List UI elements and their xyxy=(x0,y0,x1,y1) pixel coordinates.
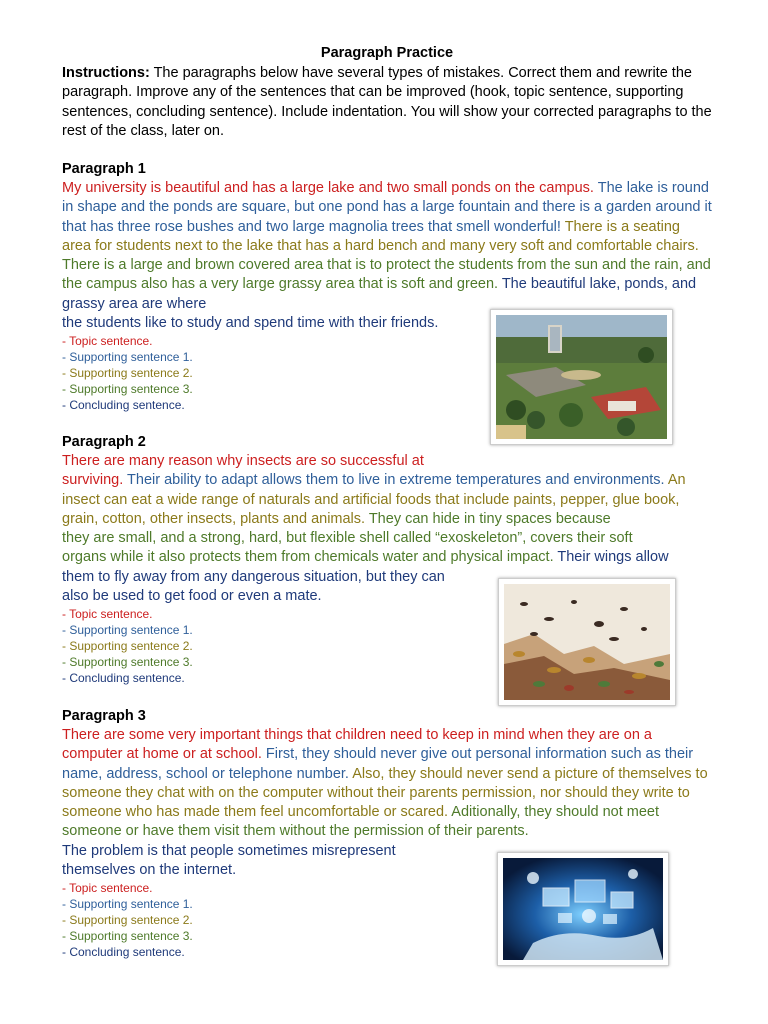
p3-concluding-sentence-a: The problem is that people sometimes misrepresent xyxy=(62,842,396,859)
p3-supporting-sentence-2: Also, they should never send a picture of themselves to someone they chat with on the computer without their parents permission, nor should they write to someone who has made them feel uncomfortable or scared. xyxy=(62,765,708,821)
label-topic: - Topic sentence. xyxy=(62,607,153,622)
p2-topic-sentence-a: There are many reason why insects are so successful at xyxy=(62,453,424,469)
p2-supporting-sentence-1: Their ability to adapt allows them to live in extreme temperatures and environments. xyxy=(123,472,665,489)
page-header xyxy=(62,44,712,141)
p1-supporting-sentence-2: There is a seating area for students next to the lake that has a hard bench and many very soft and comfortable chairs. xyxy=(62,218,699,254)
p2-supporting-sentence-3a: They can hide in tiny spaces because xyxy=(365,510,611,527)
label-support-2: - Supporting sentence 2. xyxy=(62,366,193,381)
label-support-3: - Supporting sentence 3. xyxy=(62,655,193,670)
p2-concluding-sentence-a: Their wings allow xyxy=(553,549,669,566)
p3-topic-sentence: There are some very important things that children need to keep in mind when they are on a computer at home or at school. xyxy=(62,727,652,763)
label-support-3: - Supporting sentence 3. xyxy=(62,929,193,944)
label-support-1: - Supporting sentence 1. xyxy=(62,897,193,912)
digital-technology-hand-photo xyxy=(497,852,669,966)
instructions xyxy=(62,64,712,141)
p2-concluding-sentence-c: also be used to get food or even a mate. xyxy=(62,588,322,605)
p3-supporting-sentence-3: Aditionally, they should not meet someone or have them visit them without the permission of their parents. xyxy=(62,804,659,840)
paragraph-3-heading: Paragraph 3 xyxy=(62,708,146,724)
label-support-1: - Supporting sentence 1. xyxy=(62,350,193,365)
p1-concluding-sentence-b: the students like to study and spend time with their friends. xyxy=(62,315,439,332)
page-title: Paragraph Practice xyxy=(320,45,454,61)
p3-concluding-sentence-b: themselves on the internet. xyxy=(62,862,237,879)
p1-supporting-sentence-3: There is a large and brown covered area that is to protect the students from the sun and the rain, and the campus also has a very large grassy area that is soft and green. xyxy=(62,257,711,293)
label-topic: - Topic sentence. xyxy=(62,334,153,349)
label-concluding: - Concluding sentence. xyxy=(62,671,185,686)
p1-topic-sentence: My university is beautiful and has a large lake and two small ponds on the campus. xyxy=(62,180,594,196)
label-topic: - Topic sentence. xyxy=(62,881,153,896)
paragraph-1-heading: Paragraph 1 xyxy=(62,161,146,177)
instructions-label: Instructions: xyxy=(62,65,150,81)
label-concluding: - Concluding sentence. xyxy=(62,945,185,960)
p2-concluding-sentence-b: them to fly away from any dangerous situation, but they can xyxy=(62,568,445,585)
p2-topic-sentence-b: surviving. xyxy=(62,472,124,489)
paragraph-2-heading: Paragraph 2 xyxy=(62,434,146,450)
label-support-3: - Supporting sentence 3. xyxy=(62,382,193,397)
p3-supporting-sentence-1: First, they should never give out personal information such as their name, address, school or telephone number. xyxy=(62,746,694,782)
label-concluding: - Concluding sentence. xyxy=(62,398,185,413)
insects-swarm-illustration xyxy=(498,578,676,706)
p2-supporting-sentence-3c: organs while it also protects them from chemicals water and physical impact. xyxy=(62,549,554,566)
p1-concluding-sentence-a: The beautiful lake, ponds, and grassy area are where xyxy=(62,276,697,312)
campus-aerial-photo xyxy=(490,309,673,445)
p1-supporting-sentence-1: The lake is round in shape and the ponds are square, but one pond has a large fountain and there is a garden around it that has three rose bushes and two large magnolia trees that smell wonderful! xyxy=(62,180,712,235)
instructions-text: The paragraphs below have several types of mistakes. Correct them and rewrite the paragraph. Improve any of the sentences that can be improved (hook, topic sentence, supporting sentences, concluding sentence). Include indentation. You will show your corrected paragraphs to the rest of the class, later on. xyxy=(62,65,712,139)
p2-supporting-sentence-2: An insect can eat a wide range of naturals and artificial foods that include paints, pepper, glue book, grain, cotton, other insects, plants and animals. xyxy=(62,472,686,527)
label-support-2: - Supporting sentence 2. xyxy=(62,639,193,654)
label-support-2: - Supporting sentence 2. xyxy=(62,913,193,928)
label-support-1: - Supporting sentence 1. xyxy=(62,623,193,638)
p2-supporting-sentence-3b: they are small, and a strong, hard, but flexible shell called “exoskeleton”, covers their soft xyxy=(62,530,633,547)
